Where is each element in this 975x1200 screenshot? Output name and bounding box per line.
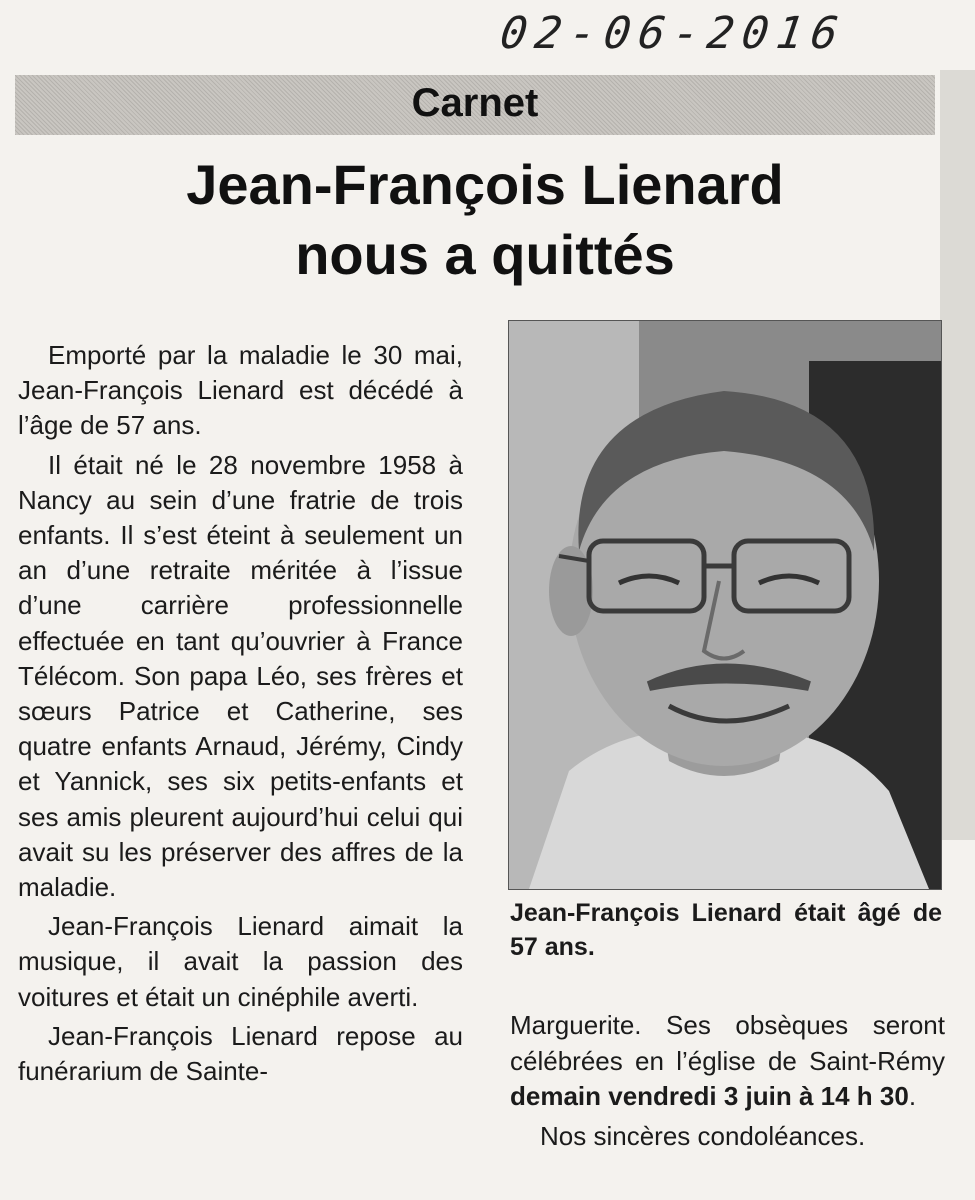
funeral-text-end: . xyxy=(908,1081,917,1111)
photo-caption: Jean-François Lienard était âgé de 57 ans. xyxy=(510,899,942,961)
article-body-left xyxy=(18,338,463,1093)
portrait-photo xyxy=(508,320,942,890)
paragraph-4: Jean-François Lienard repose au funérarium de Sainte- xyxy=(18,1020,463,1087)
funeral-paragraph xyxy=(510,1008,945,1115)
portrait-illustration xyxy=(509,321,941,889)
funeral-text: Marguerite. Ses obsèques seront célébrées en l’église de Saint-Rémy xyxy=(510,1010,945,1076)
funeral-date-time: demain vendredi 3 juin à 14 h 30 xyxy=(510,1081,909,1111)
handwritten-date: 02-06-2016 xyxy=(497,8,850,59)
headline xyxy=(40,150,930,290)
paragraph-3: Jean-François Lienard aimait la musique, il avait la passion des voitures et était un cinéphile averti. xyxy=(18,911,463,1012)
article-body-right xyxy=(510,1008,945,1158)
headline-line-1: Jean-François Lienard xyxy=(186,153,784,216)
paragraph-1: Emporté par la maladie le 30 mai, Jean-François Lienard est décédé à l’âge de 57 ans. xyxy=(18,340,463,441)
rubric-label: Carnet xyxy=(411,81,539,125)
adjacent-column-strip xyxy=(940,70,975,840)
paragraph-2: Il était né le 28 novembre 1958 à Nancy au sein d’une fratrie de trois enfants. Il s’est éteint à seulement un an d’une retraite méritée à l’issue d’une carrière professionnelle effectuée en tant qu’ouvrier à France Télécom. Son papa Léo, ses frères et sœurs Patrice et Catherine, ses quatre enfants Arnaud, Jérémy, Cindy et Yannick, ses six petits-enfants et ses amis pleurent aujourd’hui celui qui avait su les préserver des affres de la maladie. xyxy=(18,449,463,903)
condolences: Nos sincères condoléances. xyxy=(540,1120,866,1151)
headline-line-2: nous a quittés xyxy=(295,223,675,286)
